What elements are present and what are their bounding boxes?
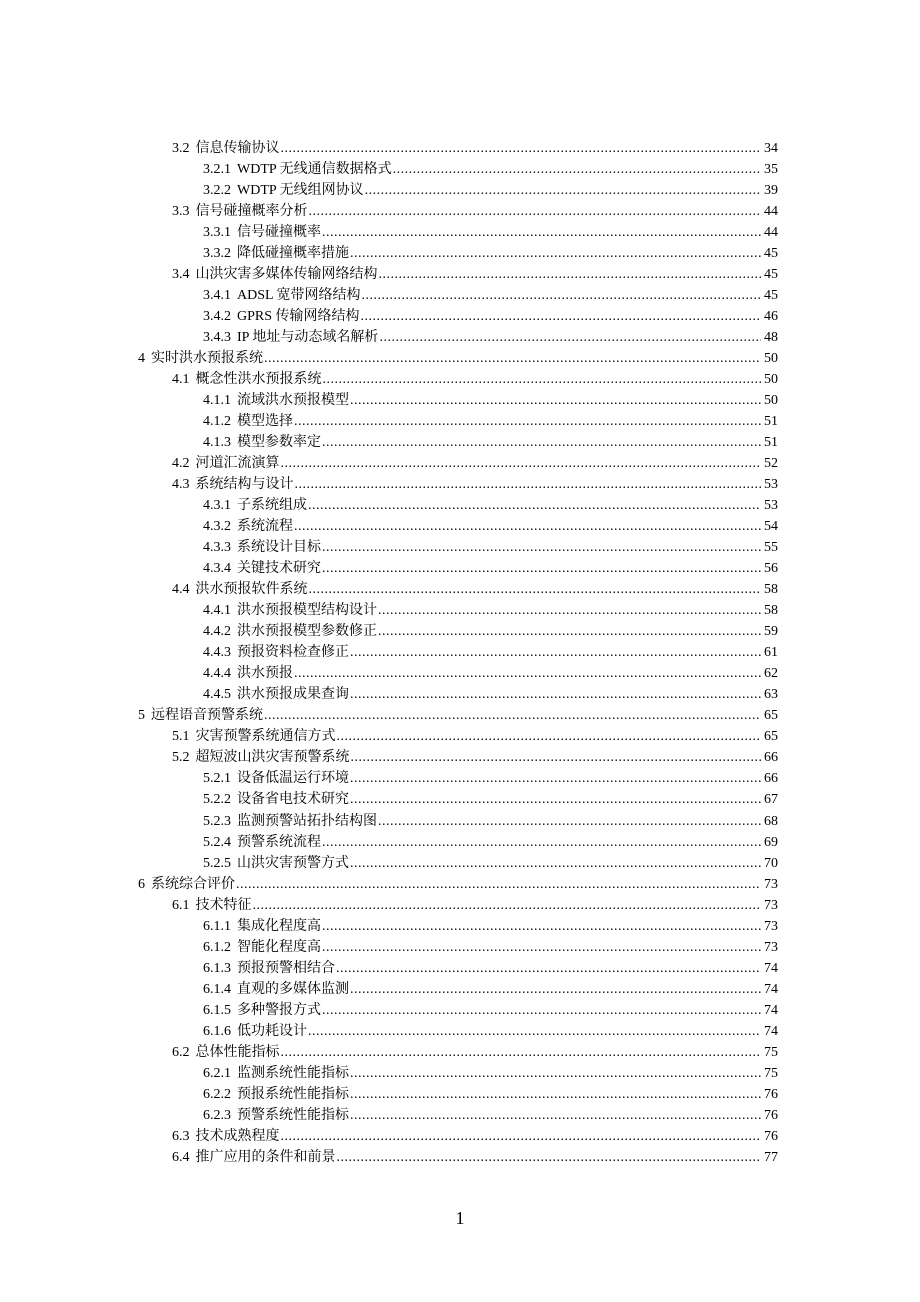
toc-dot-leader <box>294 663 761 684</box>
toc-entry[interactable] <box>0 369 920 390</box>
toc-entry-page: 59 <box>764 624 778 640</box>
toc-entry-title: 技术成熟程度 <box>195 1128 280 1144</box>
toc-entry-title: 河道汇流演算 <box>195 456 280 472</box>
toc-dot-leader <box>350 684 761 705</box>
toc-entry[interactable] <box>0 1063 920 1084</box>
toc-dot-leader <box>337 726 762 747</box>
toc-entry-title: 预报预警相结合 <box>237 960 335 976</box>
toc-dot-leader <box>281 1042 762 1063</box>
toc-entry-title: 低功耗设计 <box>237 1023 307 1039</box>
toc-entry-number: 4.4.2 <box>203 624 231 640</box>
toc-dot-leader <box>378 621 761 642</box>
toc-entry[interactable] <box>0 411 920 432</box>
toc-entry[interactable] <box>0 684 920 705</box>
toc-entry-number: 6.1.3 <box>203 960 231 976</box>
toc-entry-number: 6.1.5 <box>203 1002 231 1018</box>
toc-entry-page: 70 <box>764 855 778 871</box>
toc-entry-page: 50 <box>764 351 778 367</box>
toc-entry-number: 3.3 <box>172 204 190 220</box>
toc-entry-number: 5.2.5 <box>203 855 231 871</box>
toc-entry[interactable] <box>0 1126 920 1147</box>
toc-entry-page: 74 <box>764 960 778 976</box>
toc-entry-number: 4.1.3 <box>203 435 231 451</box>
toc-entry-number: 4.4.1 <box>203 603 231 619</box>
toc-entry-number: 6.2.3 <box>203 1107 231 1123</box>
toc-entry[interactable] <box>0 621 920 642</box>
toc-entry[interactable] <box>0 327 920 348</box>
toc-entry-number: 4.4 <box>172 582 190 598</box>
toc-entry-title: 总体性能指标 <box>195 1044 280 1060</box>
toc-dot-leader <box>281 1126 762 1147</box>
toc-entry-page: 65 <box>764 708 778 724</box>
toc-dot-leader <box>322 1000 761 1021</box>
toc-entry-title: 监测系统性能指标 <box>237 1065 349 1081</box>
toc-entry-page: 73 <box>764 939 778 955</box>
toc-entry[interactable] <box>0 726 920 747</box>
toc-dot-leader <box>294 516 761 537</box>
toc-entry-number: 4.3.2 <box>203 519 231 535</box>
toc-entry-title: 信号碰撞概率分析 <box>195 204 308 220</box>
toc-dot-leader <box>337 1147 762 1168</box>
toc-entry-title: 预报系统性能指标 <box>237 1086 349 1102</box>
toc-dot-leader <box>350 768 761 789</box>
toc-dot-leader <box>361 306 761 327</box>
toc-entry-page: 69 <box>764 834 778 850</box>
toc-entry-page: 74 <box>764 1023 778 1039</box>
toc-entry[interactable] <box>0 600 920 621</box>
toc-entry-title: 监测预警站拓扑结构图 <box>237 813 377 829</box>
toc-dot-leader <box>322 537 761 558</box>
toc-entry-number: 6.1.2 <box>203 939 231 955</box>
toc-entry-title: 推广应用的条件和前景 <box>195 1149 336 1165</box>
toc-entry-page: 50 <box>764 372 778 388</box>
toc-entry-title: 系统综合评价 <box>151 876 235 892</box>
toc-entry[interactable] <box>0 916 920 937</box>
toc-dot-leader <box>379 327 761 348</box>
toc-dot-leader <box>350 979 761 1000</box>
toc-entry-number: 6.1.4 <box>203 981 231 997</box>
toc-entry-number: 5.2.1 <box>203 771 231 787</box>
toc-dot-leader <box>236 874 761 895</box>
toc-entry-title: 系统流程 <box>237 519 293 535</box>
toc-entry-title: 实时洪水预报系统 <box>151 351 263 367</box>
toc-entry[interactable] <box>0 579 920 600</box>
toc-entry[interactable] <box>0 285 920 306</box>
toc-entry-page: 75 <box>764 1065 778 1081</box>
toc-entry[interactable] <box>0 474 920 495</box>
toc-entry-title: 降低碰撞概率措施 <box>237 246 349 262</box>
toc-entry-title: 洪水预报模型结构设计 <box>237 603 377 619</box>
toc-entry[interactable] <box>0 348 920 369</box>
toc-entry-title: 子系统组成 <box>237 498 307 514</box>
toc-entry[interactable] <box>0 159 920 180</box>
toc-dot-leader <box>378 600 761 621</box>
toc-entry-number: 5.2.2 <box>203 792 231 808</box>
toc-dot-leader <box>350 853 761 874</box>
toc-entry[interactable] <box>0 432 920 453</box>
toc-entry-page: 53 <box>764 498 778 514</box>
toc-entry-title: 系统设计目标 <box>237 540 321 556</box>
toc-entry[interactable] <box>0 811 920 832</box>
toc-entry-number: 5.1 <box>172 729 190 745</box>
toc-entry[interactable] <box>0 747 920 768</box>
toc-entry-number: 6.2 <box>172 1044 190 1060</box>
toc-entry-page: 66 <box>764 771 778 787</box>
toc-entry-title: 预警系统流程 <box>237 834 321 850</box>
toc-entry-number: 4.3.1 <box>203 498 231 514</box>
toc-entry-number: 4.4.4 <box>203 666 231 682</box>
toc-entry-number: 4.3.3 <box>203 540 231 556</box>
toc-entry-number: 6.4 <box>172 1149 190 1165</box>
toc-entry[interactable] <box>0 1147 920 1168</box>
toc-entry-page: 52 <box>764 456 778 472</box>
toc-entry-page: 66 <box>764 750 778 766</box>
toc-entry[interactable] <box>0 1021 920 1042</box>
toc-entry-title: 技术特征 <box>195 897 252 913</box>
toc-dot-leader <box>322 222 761 243</box>
toc-entry-number: 3.4.1 <box>203 288 231 304</box>
toc-entry-title: IP 地址与动态域名解析 <box>237 330 379 346</box>
toc-entry[interactable] <box>0 453 920 474</box>
toc-entry-number: 4.4.3 <box>203 645 231 661</box>
toc-entry[interactable] <box>0 558 920 579</box>
toc-entry-title: 关键技术研究 <box>237 561 321 577</box>
toc-dot-leader <box>378 811 761 832</box>
toc-dot-leader <box>350 1084 761 1105</box>
toc-entry-number: 6 <box>138 876 145 892</box>
toc-entry[interactable] <box>0 853 920 874</box>
toc-entry-page: 74 <box>764 981 778 997</box>
toc-dot-leader <box>322 832 761 853</box>
toc-entry-title: 预警系统性能指标 <box>237 1107 349 1123</box>
toc-entry-page: 51 <box>764 414 778 430</box>
toc-entry-number: 6.1.1 <box>203 918 231 934</box>
toc-entry-title: 设备省电技术研究 <box>237 792 349 808</box>
toc-entry-title: 灾害预警系统通信方式 <box>195 729 336 745</box>
toc-entry-page: 77 <box>764 1149 778 1165</box>
toc-entry-page: 54 <box>764 519 778 535</box>
toc-entry-number: 6.3 <box>172 1128 190 1144</box>
toc-entry-page: 44 <box>764 204 778 220</box>
toc-entry-page: 62 <box>764 666 778 682</box>
toc-entry-page: 50 <box>764 393 778 409</box>
toc-entry-number: 4.3 <box>172 477 190 493</box>
toc-entry-number: 6.2.1 <box>203 1065 231 1081</box>
toc-entry-title: 洪水预报成果查询 <box>237 687 349 703</box>
toc-entry-number: 4.1.2 <box>203 414 231 430</box>
toc-entry-number: 4.1.1 <box>203 393 231 409</box>
toc-entry-number: 3.2.1 <box>203 162 231 178</box>
toc-entry-title: 远程语音预警系统 <box>151 708 263 724</box>
toc-entry-title: 预报资料检查修正 <box>237 645 349 661</box>
toc-entry[interactable] <box>0 958 920 979</box>
page-number: 1 <box>455 1208 465 1228</box>
toc-entry[interactable] <box>0 1084 920 1105</box>
toc-entry[interactable] <box>0 832 920 853</box>
toc-entry[interactable] <box>0 1042 920 1063</box>
toc-entry-title: 智能化程度高 <box>237 939 321 955</box>
toc-entry[interactable] <box>0 768 920 789</box>
toc-entry-title: 洪水预报软件系统 <box>195 582 308 598</box>
toc-entry-page: 45 <box>764 288 778 304</box>
toc-entry-page: 75 <box>764 1044 778 1060</box>
toc-entry-number: 6.1 <box>172 897 190 913</box>
toc-entry[interactable] <box>0 243 920 264</box>
toc-dot-leader <box>350 1105 761 1126</box>
toc-dot-leader <box>322 916 761 937</box>
toc-dot-leader <box>281 453 762 474</box>
toc-entry-page: 76 <box>764 1107 778 1123</box>
toc-entry-number: 3.3.1 <box>203 225 231 241</box>
toc-dot-leader <box>350 1063 761 1084</box>
toc-entry-number: 4.2 <box>172 456 190 472</box>
toc-dot-leader <box>350 243 761 264</box>
toc-entry-page: 76 <box>764 1128 778 1144</box>
toc-dot-leader <box>323 369 762 390</box>
toc-entry-page: 74 <box>764 1002 778 1018</box>
toc-entry-number: 3.2.2 <box>203 183 231 199</box>
toc-entry-page: 51 <box>764 435 778 451</box>
toc-entry-page: 68 <box>764 813 778 829</box>
toc-dot-leader <box>308 1021 761 1042</box>
toc-entry[interactable] <box>0 663 920 684</box>
toc-entry-number: 3.4.3 <box>203 330 231 346</box>
toc-dot-leader <box>309 579 762 600</box>
toc-entry-number: 5.2 <box>172 750 190 766</box>
toc-entry[interactable] <box>0 201 920 222</box>
toc-entry-page: 45 <box>764 246 778 262</box>
toc-entry-title: 洪水预报模型参数修正 <box>237 624 377 640</box>
toc-dot-leader <box>308 495 761 516</box>
toc-dot-leader <box>393 159 761 180</box>
toc-entry-page: 73 <box>764 918 778 934</box>
toc-entry-title: 洪水预报 <box>237 666 293 682</box>
toc-entry[interactable] <box>0 222 920 243</box>
toc-entry-number: 5 <box>138 708 145 724</box>
toc-entry[interactable] <box>0 1000 920 1021</box>
toc-entry-title: WDTP 无线组网协议 <box>237 183 364 199</box>
toc-entry-number: 3.3.2 <box>203 246 231 262</box>
toc-entry-page: 65 <box>764 729 778 745</box>
toc-entry[interactable] <box>0 264 920 285</box>
toc-entry-page: 73 <box>764 876 778 892</box>
toc-entry-page: 45 <box>764 267 778 283</box>
toc-dot-leader <box>309 201 762 222</box>
toc-entry-page: 56 <box>764 561 778 577</box>
toc-entry[interactable] <box>0 789 920 810</box>
toc-entry-page: 61 <box>764 645 778 661</box>
toc-entry[interactable] <box>0 642 920 663</box>
toc-entry[interactable] <box>0 180 920 201</box>
toc-entry-title: 山洪灾害多媒体传输网络结构 <box>195 267 378 283</box>
toc-entry-number: 4 <box>138 351 145 367</box>
toc-dot-leader <box>295 474 762 495</box>
toc-entry-title: 信号碰撞概率 <box>237 225 321 241</box>
toc-entry[interactable] <box>0 979 920 1000</box>
toc-entry-title: GPRS 传输网络结构 <box>237 309 360 325</box>
toc-dot-leader <box>350 789 761 810</box>
toc-entry[interactable] <box>0 306 920 327</box>
toc-entry-page: 67 <box>764 792 778 808</box>
toc-entry-title: 信息传输协议 <box>195 141 280 156</box>
toc-entry-title: 设备低温运行环境 <box>237 771 349 787</box>
toc-entry-page: 58 <box>764 582 778 598</box>
toc-dot-leader <box>362 285 761 306</box>
toc-entry-page: 44 <box>764 225 778 241</box>
toc-entry-page: 73 <box>764 897 778 913</box>
toc-entry-page: 55 <box>764 540 778 556</box>
toc-dot-leader <box>365 180 761 201</box>
toc-dot-leader <box>336 958 761 979</box>
table-of-contents <box>0 138 920 1168</box>
toc-entry[interactable] <box>0 937 920 958</box>
toc-dot-leader <box>281 138 762 159</box>
toc-entry-title: 直观的多媒体监测 <box>237 981 349 997</box>
toc-entry-title: 概念性洪水预报系统 <box>195 372 322 388</box>
toc-entry-title: 流域洪水预报模型 <box>237 393 349 409</box>
toc-dot-leader <box>322 937 761 958</box>
toc-entry[interactable] <box>0 516 920 537</box>
toc-entry[interactable] <box>0 495 920 516</box>
toc-entry-title: ADSL 宽带网络结构 <box>237 288 361 304</box>
toc-dot-leader <box>351 747 762 768</box>
toc-entry-number: 3.4.2 <box>203 309 231 325</box>
toc-entry-title: 多种警报方式 <box>237 1002 321 1018</box>
toc-entry-title: 超短波山洪灾害预警系统 <box>195 750 350 766</box>
toc-dot-leader <box>322 558 761 579</box>
toc-entry[interactable] <box>0 537 920 558</box>
toc-entry-number: 4.3.4 <box>203 561 231 577</box>
toc-entry-page: 39 <box>764 183 778 199</box>
toc-entry-title: WDTP 无线通信数据格式 <box>237 162 392 178</box>
toc-entry-number: 4.1 <box>172 372 190 388</box>
toc-entry-number: 3.4 <box>172 267 190 283</box>
toc-entry-page: 46 <box>764 309 778 325</box>
toc-entry-number: 5.2.4 <box>203 834 231 850</box>
toc-entry-number: 6.2.2 <box>203 1086 231 1102</box>
toc-entry-title: 山洪灾害预警方式 <box>237 855 349 871</box>
toc-dot-leader <box>264 348 761 369</box>
toc-entry-page: 76 <box>764 1086 778 1102</box>
toc-dot-leader <box>350 642 761 663</box>
toc-entry[interactable] <box>0 705 920 726</box>
toc-entry-page: 58 <box>764 603 778 619</box>
toc-entry[interactable] <box>0 390 920 411</box>
toc-entry-title: 集成化程度高 <box>237 918 321 934</box>
toc-dot-leader <box>350 390 761 411</box>
toc-entry-page: 34 <box>764 141 778 156</box>
toc-entry-number: 4.4.5 <box>203 687 231 703</box>
toc-entry-page: 53 <box>764 477 778 493</box>
toc-entry[interactable] <box>0 138 920 159</box>
toc-entry-page: 35 <box>764 162 778 178</box>
toc-entry[interactable] <box>0 895 920 916</box>
toc-entry-number: 5.2.3 <box>203 813 231 829</box>
toc-entry-title: 模型选择 <box>237 414 293 430</box>
toc-dot-leader <box>264 705 761 726</box>
toc-entry-page: 63 <box>764 687 778 703</box>
toc-dot-leader <box>253 895 762 916</box>
toc-entry-number: 3.2 <box>172 141 190 156</box>
toc-entry-number: 6.1.6 <box>203 1023 231 1039</box>
toc-entry-page: 48 <box>764 330 778 346</box>
toc-dot-leader <box>322 432 761 453</box>
toc-dot-leader <box>294 411 761 432</box>
toc-entry-title: 系统结构与设计 <box>195 477 294 493</box>
toc-entry[interactable] <box>0 1105 920 1126</box>
toc-dot-leader <box>379 264 762 285</box>
toc-entry-title: 模型参数率定 <box>237 435 321 451</box>
toc-entry[interactable] <box>0 874 920 895</box>
